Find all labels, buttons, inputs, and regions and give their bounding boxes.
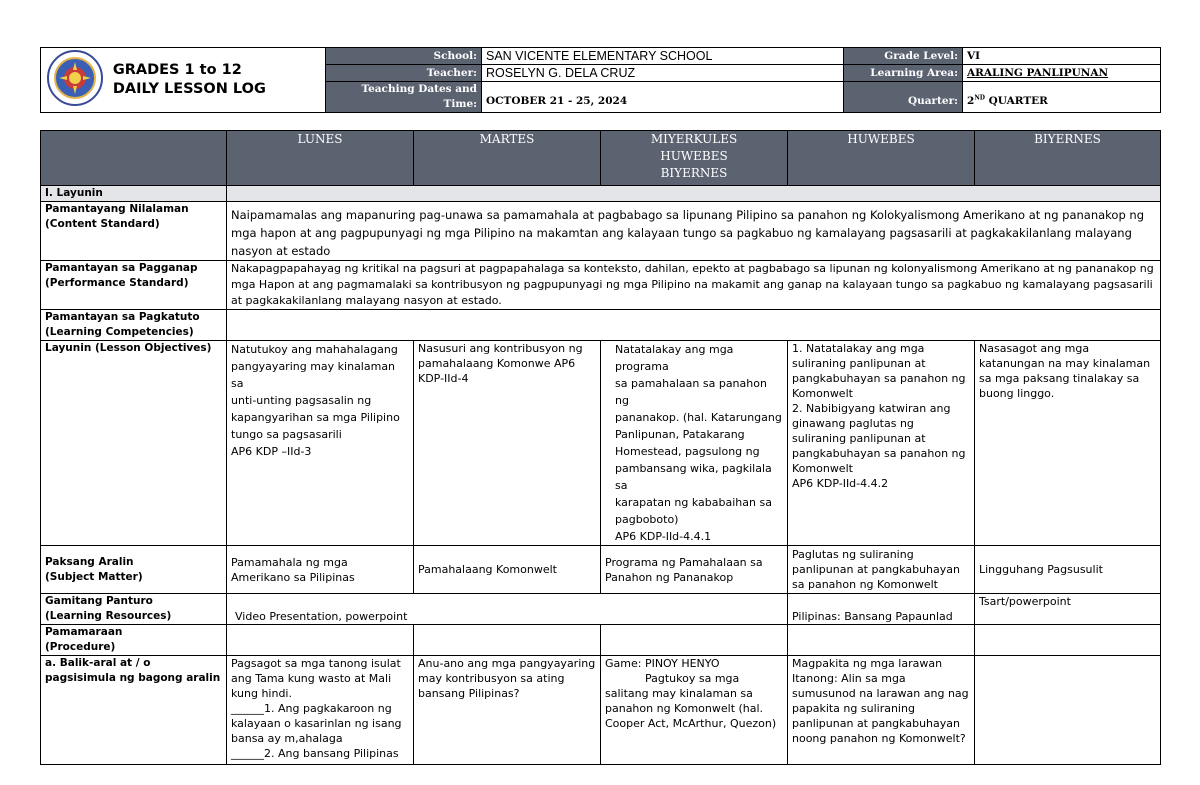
dates-value: OCTOBER 21 - 25, 2024 <box>482 82 844 113</box>
review-martes: Anu-ano ang mga pangyayaring may kontribusyon sa ating bansang Pilipinas? <box>414 656 601 765</box>
day-header-lunes: LUNES <box>227 131 414 186</box>
procedure-miyerkules <box>601 625 788 656</box>
objectives-section-label: I. Layunin <box>41 186 227 202</box>
resources-biyernes: Tsart/powerpoint <box>975 594 1161 625</box>
procedure-biyernes <box>975 625 1161 656</box>
resources-lunes-to-miyerkules: Video Presentation, powerpoint <box>227 594 788 625</box>
procedure-huwebes <box>788 625 975 656</box>
content-standard-text: Naipamamalas ang mapanuring pag-unawa sa pamamahala at pagbabago sa lipunang Pilipino sa panahon ng Kolokyalismong Amerikano at ng pananakop ng mga hapon at ang pagpupunyagi ng mga Pilipino na makamtan ang kalayaan tungo sa pagkabuo ng kamalayang pagsasarili at pagkakakilanlang malayang nasyon at estado <box>227 202 1161 261</box>
review-miyerkules <box>601 656 788 765</box>
lesson-table <box>40 130 1161 765</box>
day-header-martes: MARTES <box>414 131 601 186</box>
subject-matter-label: Paksang Aralin (Subject Matter) <box>41 546 227 594</box>
procedure-lunes <box>227 625 414 656</box>
learning-competencies-label: Pamantayan sa Pagkatuto (Learning Competencies) <box>41 310 227 341</box>
procedure-label: Pamamaraan (Procedure) <box>41 625 227 656</box>
title-cell <box>41 48 326 113</box>
lesson-objectives-label: Layunin (Lesson Objectives) <box>41 341 227 546</box>
review-miyerkules-game-title: Game: PINOY HENYO <box>605 657 720 670</box>
day-header-biyernes: BIYERNES <box>975 131 1161 186</box>
subject-biyernes: Lingguhang Pagsusulit <box>975 546 1161 594</box>
grade-level-value: VI <box>963 48 1161 65</box>
learning-area-label: Learning Area: <box>844 65 963 82</box>
day-header-miyerkules: MIYERKULES HUWEBES BIYERNES <box>601 131 788 186</box>
quarter-word: QUARTER <box>985 95 1048 107</box>
dates-label-line-1: Teaching Dates and <box>361 83 477 95</box>
quarter-number: 2 <box>967 95 975 107</box>
procedure-martes <box>414 625 601 656</box>
objectives-lunes: Natutukoy ang mahahalagang pangyayaring may kinalaman sa unti-unting pagsasalin ng kapangyarihan sa mga Pilipino tungo sa pagsasarili AP6 KDP –IId-3 <box>227 341 414 546</box>
learning-resources-label: Gamitang Panturo (Learning Resources) <box>41 594 227 625</box>
subject-lunes: Pamamahala ng mga Amerikano sa Pilipinas <box>227 546 414 594</box>
review-biyernes <box>975 656 1161 765</box>
review-lunes: Pagsagot sa mga tanong isulat ang Tama kung wasto at Mali kung hindi. ______1. Ang pagkakaroon ng kalayaan o kasarinlan ng isang bansa ay m,ahalaga ______2. Ang bansang Pilipinas <box>227 656 414 765</box>
quarter-label: Quarter: <box>844 82 963 113</box>
deped-seal-logo <box>47 50 103 110</box>
review-miyerkules-game-text: Pagtukoy sa mga salitang may kinalaman sa panahon ng Komonwelt (hal. Cooper Act, McArthur, Quezon) <box>605 672 777 730</box>
performance-standard-text: Nakapagpapahayag ng kritikal na pagsuri at pagpapahalaga sa konteksto, dahilan, epekto at pagbabago sa lipunan ng kolonyalismong Amerikano at ng pananakop ng mga Hapon at ang pagmamalaki sa kontribusyon ng pagpupunyagi ng mga Pilipino na makamit ang ganap na kalayaan tungo sa pagkabuo ng kamalayang pagsasarili at pagkakakilanlang malayang nasyon at estado. <box>227 261 1161 310</box>
objectives-biyernes: Nasasagot ang mga katanungan na may kinalaman sa mga paksang tinalakay sa buong linggo. <box>975 341 1161 546</box>
quarter-suffix: ND <box>974 94 985 102</box>
grade-level-label: Grade Level: <box>844 48 963 65</box>
content-standard-label: Pamantayang Nilalaman (Content Standard) <box>41 202 227 261</box>
objectives-miyerkules: Natatalakay ang mga programa sa pamahalaan sa panahon ng pananakop. (hal. Katarungang Panlipunan, Patakarang Homestead, pagsulong ng pambansang wika, pagkilala sa karapatan ng kababaihan sa pagboboto) AP6 KDP-IId-4.4.1 <box>601 341 788 546</box>
header-table <box>40 47 1161 113</box>
teacher-value: ROSELYN G. DELA CRUZ <box>482 65 844 82</box>
title-line-1: GRADES 1 to 12 <box>112 62 242 78</box>
school-label: School: <box>326 48 482 65</box>
title-line-2: DAILY LESSON LOG <box>112 81 266 97</box>
review-label: a. Balik-aral at / o pagsisimula ng bagong aralin <box>41 656 227 765</box>
resources-huwebes: Pilipinas: Bansang Papaunlad <box>788 594 975 625</box>
day-header-huwebes: HUWEBES <box>788 131 975 186</box>
dates-label <box>326 82 482 113</box>
page-title <box>113 61 266 99</box>
corner-header-cell <box>41 131 227 186</box>
subject-miyerkules: Programa ng Pamahalaan sa Panahon ng Pananakop <box>601 546 788 594</box>
objectives-huwebes: 1. Natatalakay ang mga suliraning panlipunan at pangkabuhayan sa panahon ng Komonwelt 2. Nabibigyang katwiran ang ginawang paglutas ng suliraning panlipunan at pangkabuhayan sa panahon ng Komonwelt AP6 KDP-IId-4.4.2 <box>788 341 975 546</box>
objectives-martes: Nasusuri ang kontribusyon ng pamahalaang Komonwe AP6 KDP-IId-4 <box>414 341 601 546</box>
teacher-label: Teacher: <box>326 65 482 82</box>
school-value: SAN VICENTE ELEMENTARY SCHOOL <box>482 48 844 65</box>
learning-competencies-text <box>227 310 1161 341</box>
objectives-section-fill <box>227 186 1161 202</box>
dates-label-line-2: Time: <box>443 98 477 110</box>
subject-martes: Pamahalaang Komonwelt <box>414 546 601 594</box>
quarter-value <box>963 82 1161 113</box>
performance-standard-label: Pamantayan sa Pagganap (Performance Standard) <box>41 261 227 310</box>
subject-huwebes: Paglutas ng suliraning panlipunan at pangkabuhayan sa panahon ng Komonwelt <box>788 546 975 594</box>
learning-area-value: ARALING PANLIPUNAN <box>963 65 1161 82</box>
review-huwebes: Magpakita ng mga larawan Itanong: Alin sa mga sumusunod na larawan ang nag papakita ng suliraning panlipunan at pangkabuhayan noong panahon ng Komonwelt? <box>788 656 975 765</box>
